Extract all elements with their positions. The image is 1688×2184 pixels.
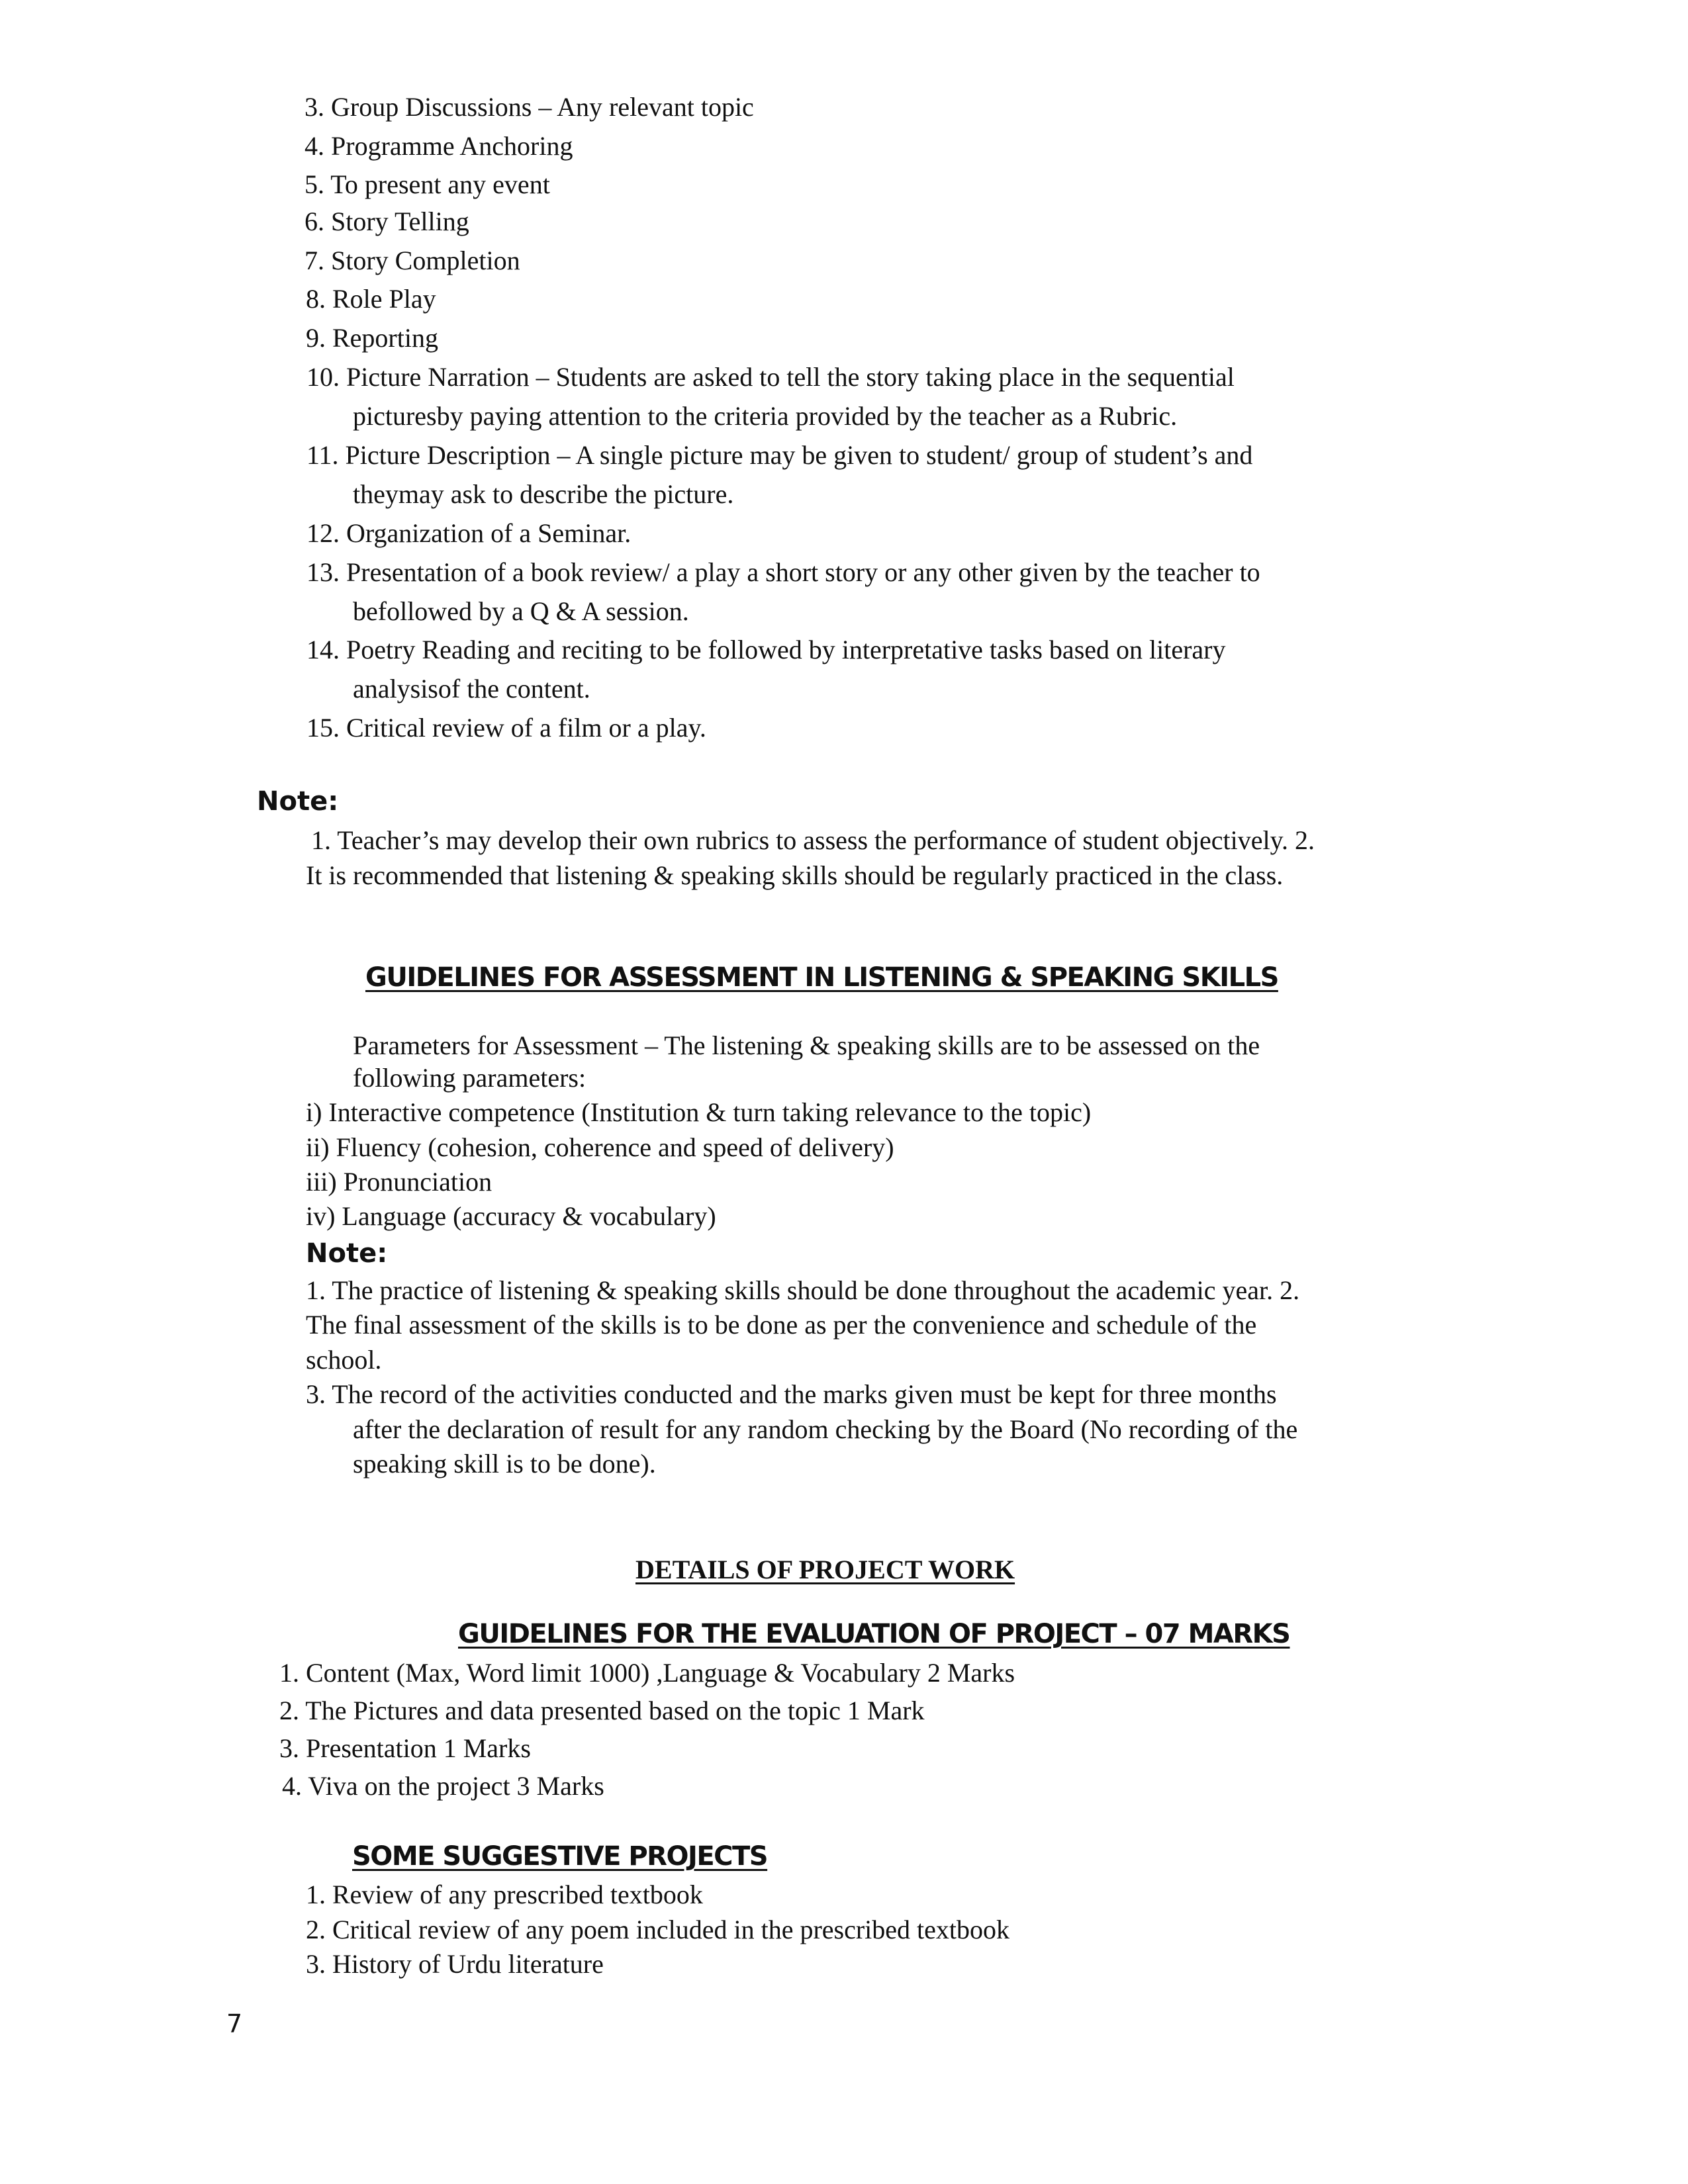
activity-item: 5. To present any event bbox=[305, 169, 550, 199]
activity-item-continuation: befollowed by a Q & A session. bbox=[353, 596, 689, 626]
assessment-intro: following parameters: bbox=[353, 1063, 586, 1093]
note-label: Note: bbox=[306, 1238, 388, 1269]
activity-item: 12. Organization of a Seminar. bbox=[306, 518, 632, 548]
note-label: Note: bbox=[257, 786, 339, 817]
project-evaluation-heading: GUIDELINES FOR THE EVALUATION OF PROJECT – 07 MARKS bbox=[458, 1619, 1290, 1649]
suggestion-item: 1. Review of any prescribed textbook bbox=[306, 1880, 703, 1909]
activity-item: 11. Picture Description – A single picture may be given to student/ group of student’s and bbox=[306, 440, 1253, 470]
activity-item: 15. Critical review of a film or a play. bbox=[306, 713, 706, 743]
criteria-item: 2. The Pictures and data presented based on the topic 1 Mark bbox=[279, 1696, 925, 1725]
suggestion-item: 3. History of Urdu literature bbox=[306, 1949, 604, 1979]
note-line: speaking skill is to be done). bbox=[353, 1449, 656, 1479]
activity-item-continuation: analysisof the content. bbox=[353, 674, 590, 704]
suggestive-projects-heading: SOME SUGGESTIVE PROJECTS bbox=[352, 1841, 768, 1872]
note-line: 1. The practice of listening & speaking skills should be done throughout the academic year. 2. bbox=[306, 1275, 1300, 1305]
suggestion-item: 2. Critical review of any poem included in the prescribed textbook bbox=[306, 1915, 1010, 1944]
activity-item: 7. Story Completion bbox=[305, 246, 520, 275]
activity-item: 14. Poetry Reading and reciting to be followed by interpretative tasks based on literary bbox=[306, 635, 1226, 664]
activity-item: 4. Programme Anchoring bbox=[305, 131, 573, 161]
parameter-item: iv) Language (accuracy & vocabulary) bbox=[306, 1201, 716, 1231]
page-number: 7 bbox=[226, 2009, 243, 2038]
criteria-item: 4. Viva on the project 3 Marks bbox=[282, 1771, 604, 1801]
assessment-intro: Parameters for Assessment – The listening & speaking skills are to be assessed on the bbox=[353, 1030, 1260, 1060]
criteria-item: 1. Content (Max, Word limit 1000) ,Language & Vocabulary 2 Marks bbox=[279, 1658, 1015, 1688]
note-line: after the declaration of result for any random checking by the Board (No recording of the bbox=[353, 1414, 1298, 1444]
activity-item: 10. Picture Narration – Students are asked to tell the story taking place in the sequential bbox=[306, 362, 1235, 392]
note-line: 1. Teacher’s may develop their own rubrics to assess the performance of student objectively. 2. bbox=[311, 825, 1315, 855]
assessment-heading: GUIDELINES FOR ASSESSMENT IN LISTENING & SPEAKING SKILLS bbox=[365, 962, 1278, 993]
criteria-item: 3. Presentation 1 Marks bbox=[279, 1733, 531, 1763]
activity-item: 9. Reporting bbox=[306, 323, 438, 353]
activity-item-continuation: picturesby paying attention to the criteria provided by the teacher as a Rubric. bbox=[353, 401, 1178, 431]
activity-item: 8. Role Play bbox=[306, 284, 436, 314]
note-line: school. bbox=[306, 1345, 382, 1375]
activity-item-continuation: theymay ask to describe the picture. bbox=[353, 479, 734, 509]
project-heading: DETAILS OF PROJECT WORK bbox=[635, 1555, 1015, 1584]
activity-item: 3. Group Discussions – Any relevant topic bbox=[305, 92, 754, 122]
activity-item: 13. Presentation of a book review/ a play a short story or any other given by the teacher to bbox=[306, 557, 1260, 587]
note-line: It is recommended that listening & speaking skills should be regularly practiced in the class. bbox=[306, 860, 1284, 890]
activity-item: 6. Story Telling bbox=[305, 206, 469, 236]
note-line: The final assessment of the skills is to be done as per the convenience and schedule of the bbox=[306, 1310, 1257, 1340]
parameter-item: iii) Pronunciation bbox=[306, 1167, 492, 1197]
note-line: 3. The record of the activities conducted and the marks given must be kept for three months bbox=[306, 1379, 1277, 1409]
parameter-item: ii) Fluency (cohesion, coherence and speed of delivery) bbox=[306, 1132, 894, 1162]
parameter-item: i) Interactive competence (Institution & turn taking relevance to the topic) bbox=[306, 1097, 1092, 1127]
